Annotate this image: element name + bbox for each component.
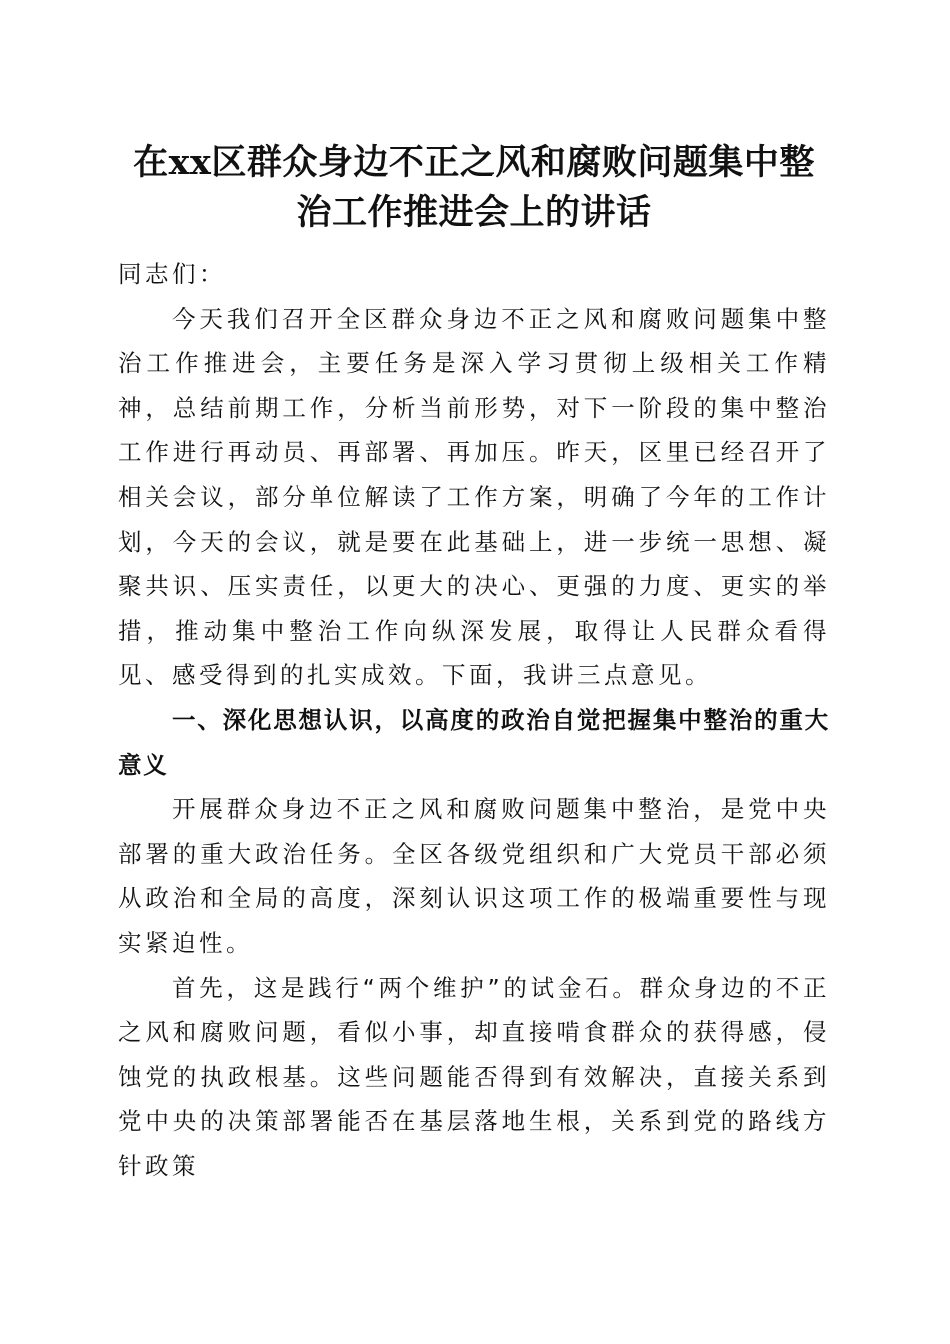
paragraph-significance: 开展群众身边不正之风和腐败问题集中整治，是党中央部署的重大政治任务。全区各级党组织和广大党员干部必须从政治和全局的高度，深刻认识这项工作的极端重要性与现实紧迫性。 [118,795,830,957]
title-line-1: 在xx区群众身边不正之风和腐败问题集中整 [133,142,815,183]
document-body [118,252,830,1188]
paragraph-intro: 今天我们召开全区群众身边不正之风和腐败问题集中整治工作推进会，主要任务是深入学习贯彻上级相关工作精神，总结前期工作，分析当前形势，对下一阶段的集中整治工作进行再动员、再部署、再加压。昨天，区里已经召开了相关会议，部分单位解读了工作方案，明确了今年的工作计划，今天的会议，就是要在此基础上，进一步统一思想、凝聚共识、压实责任，以更大的决心、更强的力度、更实的举措，推动集中整治工作向纵深发展，取得让人民群众看得见、感受得到的扎实成效。下面，我讲三点意见。 [118,304,830,690]
title-line-2: 治工作推进会上的讲话 [296,192,652,233]
salutation: 同志们： [118,260,226,288]
section-heading-1: 一、深化思想认识，以高度的政治自觉把握集中整治的重大意义 [118,705,830,779]
paragraph-first-point: 首先，这是践行“两个维护”的试金石。群众身边的不正之风和腐败问题，看似小事，却直接啃食群众的获得感，侵蚀党的执政根基。这些问题能否得到有效解决，直接关系到党中央的决策部署能否在基层落地生根，关系到党的路线方针政策 [118,973,830,1180]
document-title [118,138,830,238]
